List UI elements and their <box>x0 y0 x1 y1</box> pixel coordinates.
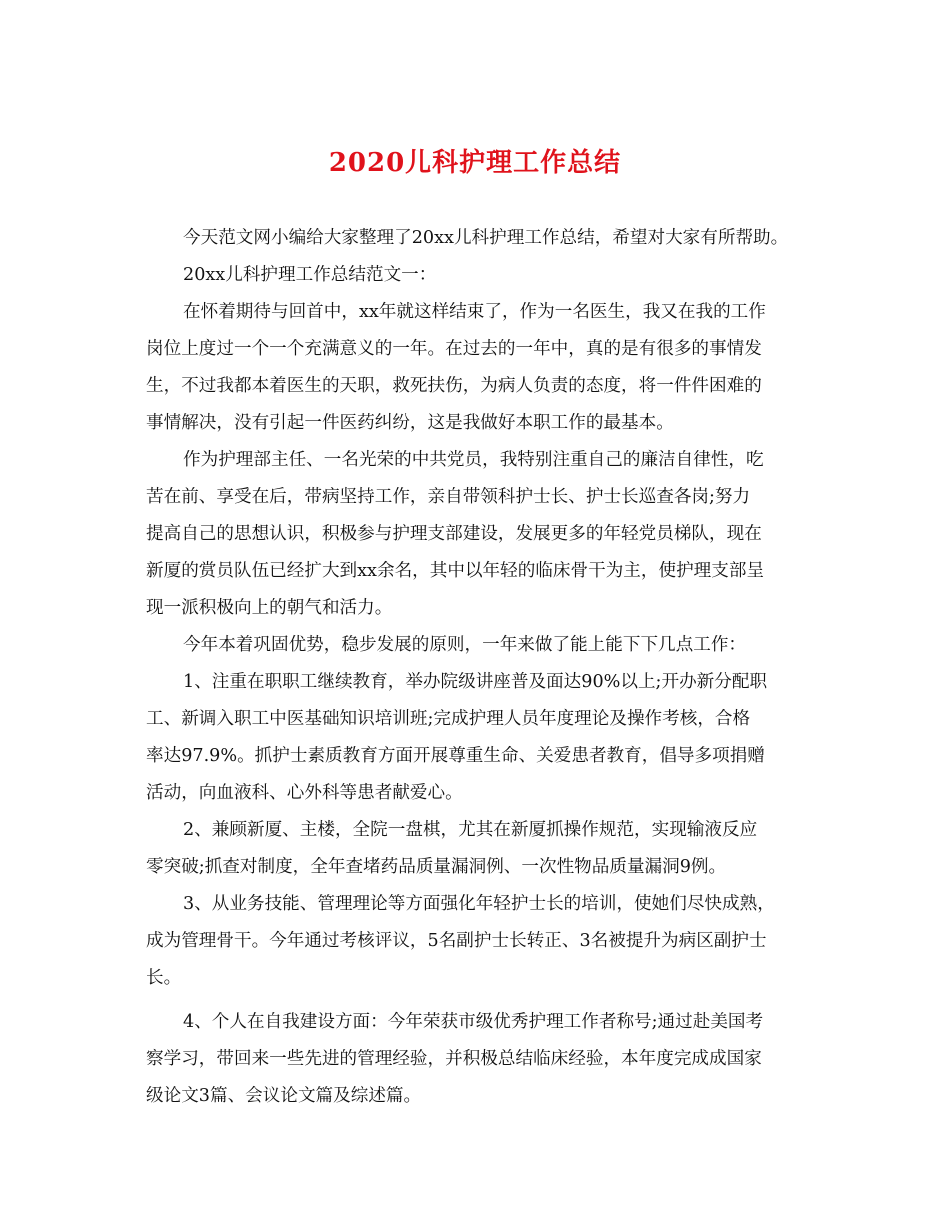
text-line: 现一派积极向上的朝气和活力。 <box>146 598 393 618</box>
text-line: 成为管理骨干。今年通过考核评议，5名副护士长转正、3名被提升为病区副护士 <box>146 931 767 951</box>
text-line: 级论文3篇、会议论文篇及综述篇。 <box>146 1086 422 1106</box>
text-line: 苦在前、享受在后，带病坚持工作，亲自带领科护士长、护士长巡查各岗;努力 <box>146 487 751 507</box>
text-line: 20xx儿科护理工作总结范文一： <box>183 265 437 285</box>
text-line: 在怀着期待与回首中，xx年就这样结束了，作为一名医生，我又在我的工作 <box>183 302 766 322</box>
text-line: 1、注重在职职工继续教育，举办院级讲座普及面达90%以上;开办新分配职 <box>183 672 768 692</box>
text-line: 3、从业务技能、管理理论等方面强化年轻护士长的培训，使她们尽快成熟， <box>183 894 775 914</box>
paragraph-gap <box>146 997 816 1004</box>
paragraph-1 <box>146 294 816 442</box>
text-line: 事情解决，没有引起一件医药纠纷，这是我做好本职工作的最基本。 <box>146 413 674 433</box>
text-line: 长。 <box>146 968 182 988</box>
document-body <box>146 220 816 1115</box>
text-line: 2、兼顾新厦、主楼，全院一盘棋，尤其在新厦抓操作规范，实现输液反应 <box>183 820 758 840</box>
paragraph-2 <box>146 442 816 627</box>
text-line: 新厦的赏员队伍已经扩大到xx余名，其中以年轻的临床骨干为主，使护理支部呈 <box>146 561 765 581</box>
text-line: 作为护理部主任、一名光荣的中共党员，我特别注重自己的廉洁自律性，吃 <box>183 450 764 470</box>
text-line: 今年本着巩固优势，稳步发展的原则，一年来做了能上能下下几点工作： <box>183 635 747 655</box>
text-line: 察学习，带回来一些先进的管理经验，并积极总结临床经验，本年度完成成国家 <box>146 1049 762 1069</box>
text-line: 活动，向血液科、心外科等患者献爱心。 <box>146 783 463 803</box>
text-line: 生，不过我都本着医生的天职，救死扶伤，为病人负责的态度，将一件件困难的 <box>146 376 762 396</box>
text-line: 工、新调入职工中医基础知识培训班;完成护理人员年度理论及操作考核，合格 <box>146 709 751 729</box>
text-line: 今天范文网小编给大家整理了20xx儿科护理工作总结，希望对大家有所帮助。 <box>183 228 789 248</box>
item-4 <box>146 1004 816 1115</box>
item-3 <box>146 886 816 997</box>
intro-paragraph <box>146 220 816 257</box>
document-title: 2020儿科护理工作总结 <box>328 148 622 178</box>
item-1 <box>146 664 816 812</box>
text-line: 4、个人在自我建设方面：今年荣获市级优秀护理工作者称号;通过赴美国考 <box>183 1012 764 1032</box>
text-line: 零突破;抓查对制度，全年查堵药品质量漏洞例、一次性物品质量漏洞9例。 <box>146 857 727 877</box>
paragraph-3 <box>146 627 816 664</box>
text-line: 岗位上度过一个一个充满意义的一年。在过去的一年中，真的是有很多的事情发 <box>146 339 762 359</box>
item-2 <box>146 812 816 886</box>
text-line: 率达97.9%。抓护士素质教育方面开展尊重生命、关爱患者教育，倡导多项捐赠 <box>146 746 765 766</box>
text-line: 提高自己的思想认识，积极参与护理支部建设，发展更多的年轻党员梯队，现在 <box>146 524 762 544</box>
section-heading <box>146 257 816 294</box>
